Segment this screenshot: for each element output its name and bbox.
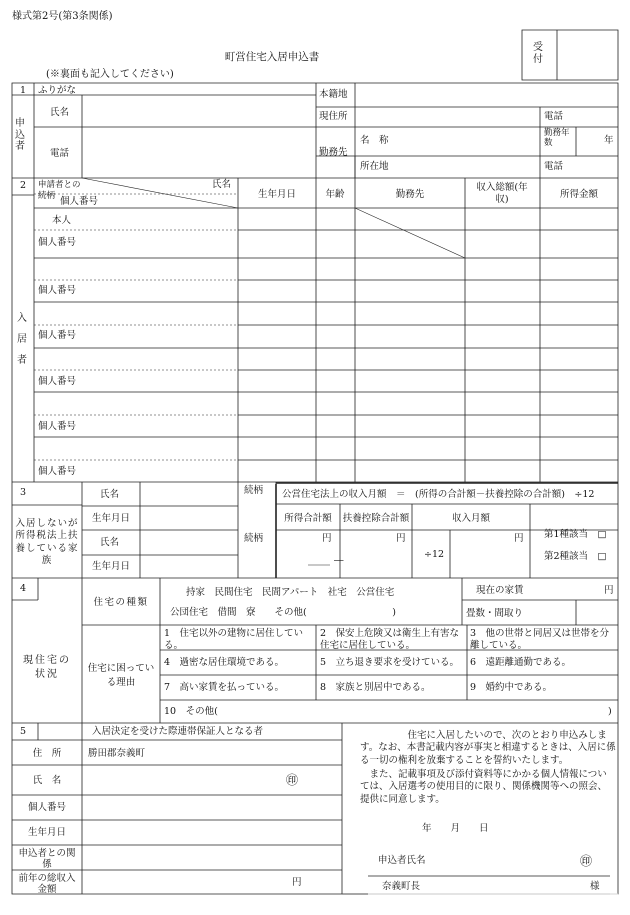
- years-label: [544, 128, 574, 148]
- guarantor-address-value: 勝田郡奈義町: [88, 748, 146, 759]
- years-text: 勤務年数: [544, 128, 570, 149]
- rent-label: 現在の家賃: [476, 585, 524, 596]
- yen-1: 円: [322, 533, 332, 544]
- income-header-text: 収入総額(年収): [476, 182, 528, 206]
- mynum-row-5: 個人番号: [38, 421, 77, 432]
- mayor-sama: 様: [590, 881, 600, 892]
- declaration-p2: また、記載事項及び添付資料等にかかる個人情報については、入居選考の使用目的に限り、関係機関等への照会、提供に同意します。: [360, 769, 608, 805]
- birth-header: 生年月日: [257, 189, 297, 200]
- sec2-number: 2: [20, 180, 27, 191]
- company-label: 名 称: [360, 135, 389, 146]
- reason-4: 4 過密な居住環境である。: [164, 657, 285, 668]
- year-unit: 年: [604, 135, 614, 146]
- col-monthly: 収入月額: [451, 513, 491, 524]
- category-2: 第2種該当 □: [544, 551, 607, 562]
- reason-2-text: 2 保安上危険又は衛生上有害な住宅に居住している。: [320, 628, 460, 652]
- note-text: (※裏面も記入してください): [46, 69, 174, 80]
- receipt-text: 受付: [533, 42, 543, 65]
- income-formula: 公営住宅法上の収入月額 ＝ (所得の合計額－扶養控除の合計額) ÷12: [282, 489, 595, 500]
- divide-12: ÷12: [424, 549, 445, 560]
- rooms-label: 畳数・間取り: [466, 608, 524, 619]
- category-1: 第1種該当 □: [544, 529, 607, 540]
- guarantor-income-text: 前年の総収入金額: [18, 873, 76, 896]
- minus-sign: ―: [334, 555, 344, 566]
- reason-8: 8 家族と別居中である。: [320, 682, 431, 693]
- mynum-row-6: 個人番号: [38, 466, 77, 477]
- reason-7: 7 高い家賃を払っている。: [164, 682, 285, 693]
- rent-unit: 円: [604, 585, 614, 596]
- guarantor-mynum-label: 個人番号: [27, 802, 67, 813]
- trouble-label: [86, 662, 156, 690]
- guarantor-address-label: 住 所: [32, 748, 62, 759]
- guarantor-header: 入居決定を受けた際連帯保証人となる者: [92, 726, 264, 737]
- housing-status-label: [19, 654, 75, 682]
- tel3-label: 電話: [544, 161, 564, 172]
- honseki-label: 本籍地: [319, 89, 348, 100]
- address-label: 現住所: [319, 111, 348, 122]
- reason-5: 5 立ち退き要求を受けている。: [320, 657, 460, 668]
- workplace-label: 勤務先: [319, 147, 348, 158]
- residents-text: 入居者: [17, 313, 27, 366]
- col-fuyou: 扶養控除合計額: [342, 513, 410, 524]
- applicant-label: [15, 118, 31, 153]
- mynum-row-2: 個人番号: [38, 285, 77, 296]
- reason-2: [320, 628, 464, 653]
- applicant-seal: ㊞: [580, 854, 593, 868]
- tel2-label: 電話: [544, 111, 564, 122]
- form-title: 町営住宅入居申込書: [224, 51, 320, 63]
- reason-6: 6 遠距離通勤である。: [470, 657, 572, 668]
- receipt-label: [533, 42, 547, 65]
- dep-name-2: 氏名: [100, 537, 120, 548]
- trouble-text: 住宅に困っている理由: [87, 663, 155, 688]
- housing-types-1: 持家 民間住宅 民間アパート 社宅 公営住宅: [186, 587, 395, 598]
- mynum-row-1: 個人番号: [38, 237, 77, 248]
- sec2-name-header: 氏名: [212, 179, 232, 190]
- reason-1: [164, 628, 312, 653]
- dependents-text: 入居しないが所得税法上扶養している家族: [15, 518, 79, 567]
- work-header: 勤務先: [395, 189, 425, 200]
- furigana-label: ふりがな: [38, 85, 77, 96]
- guarantor-birth-label: 生年月日: [27, 827, 67, 838]
- col-shotoku: 所得合計額: [284, 513, 332, 524]
- declaration: [360, 730, 616, 806]
- applicant-name-label: 申込者氏名: [378, 855, 426, 866]
- location-label: 所在地: [360, 161, 389, 172]
- age-header: 年齢: [325, 189, 345, 200]
- reason-1-text: 1 住宅以外の建物に居住している。: [164, 628, 304, 652]
- guarantor-seal: ㊞: [286, 773, 299, 787]
- reason-10-close: ): [608, 706, 612, 717]
- name-label: 氏名: [50, 107, 70, 118]
- declaration-p1: 住宅に入居したいので、次のとおり申込みします。なお、本書記載内容が事実と相違するときは、入居に係る一切の権利を放棄することを誓約いたします。: [360, 730, 616, 766]
- reason-3: [470, 628, 616, 653]
- relation-header-text: 申請者との続柄: [38, 180, 81, 201]
- dep-birth-2: 生年月日: [92, 561, 131, 572]
- sec3-number: 3: [20, 487, 27, 498]
- dep-relation-1: 続柄: [244, 485, 264, 496]
- guarantor-income-unit: 円: [292, 877, 302, 888]
- guarantor-relation-label: [17, 848, 77, 871]
- dependents-label: [14, 518, 80, 567]
- reason-10: 10 その他(: [164, 706, 218, 717]
- sec1-number: 1: [20, 85, 27, 96]
- dep-name-1: 氏名: [100, 489, 120, 500]
- form-number: 様式第2号(第3条関係): [12, 11, 113, 22]
- sec5-number: 5: [20, 726, 27, 737]
- guarantor-income-label: [17, 873, 77, 896]
- guarantor-name-label: 氏 名: [32, 775, 62, 786]
- yen-3: 円: [514, 533, 524, 544]
- income-header: [472, 182, 532, 207]
- guarantor-relation-text: 申込者との関係: [18, 848, 76, 871]
- mynum-row-4: 個人番号: [38, 376, 77, 387]
- date-line: 年 月 日: [422, 823, 489, 834]
- reason-9: 9 婚約中である。: [470, 682, 553, 693]
- sec2-mynum-header: 個人番号: [60, 196, 99, 207]
- housing-status-text: 現住宅の状況: [23, 655, 71, 680]
- dep-relation-2: 続柄: [244, 533, 264, 544]
- mynum-row-3: 個人番号: [38, 330, 77, 341]
- housing-type-label: 住宅の種類: [93, 597, 149, 608]
- self-label: 本人: [52, 215, 72, 226]
- reason-3-text: 3 他の世帯と同居又は世帯を分離している。: [470, 628, 610, 652]
- sec4-number: 4: [20, 583, 27, 594]
- housing-types-2: 公団住宅 借間 寮 その他( ): [170, 607, 396, 618]
- shotoku-header: 所得金額: [559, 189, 599, 200]
- mayor-label: 奈義町長: [382, 881, 421, 892]
- residents-label: [17, 308, 29, 371]
- yen-2: 円: [396, 533, 406, 544]
- tel-label: 電話: [50, 148, 70, 159]
- dep-birth-1: 生年月日: [92, 513, 131, 524]
- applicant-text: 申込者: [15, 118, 25, 152]
